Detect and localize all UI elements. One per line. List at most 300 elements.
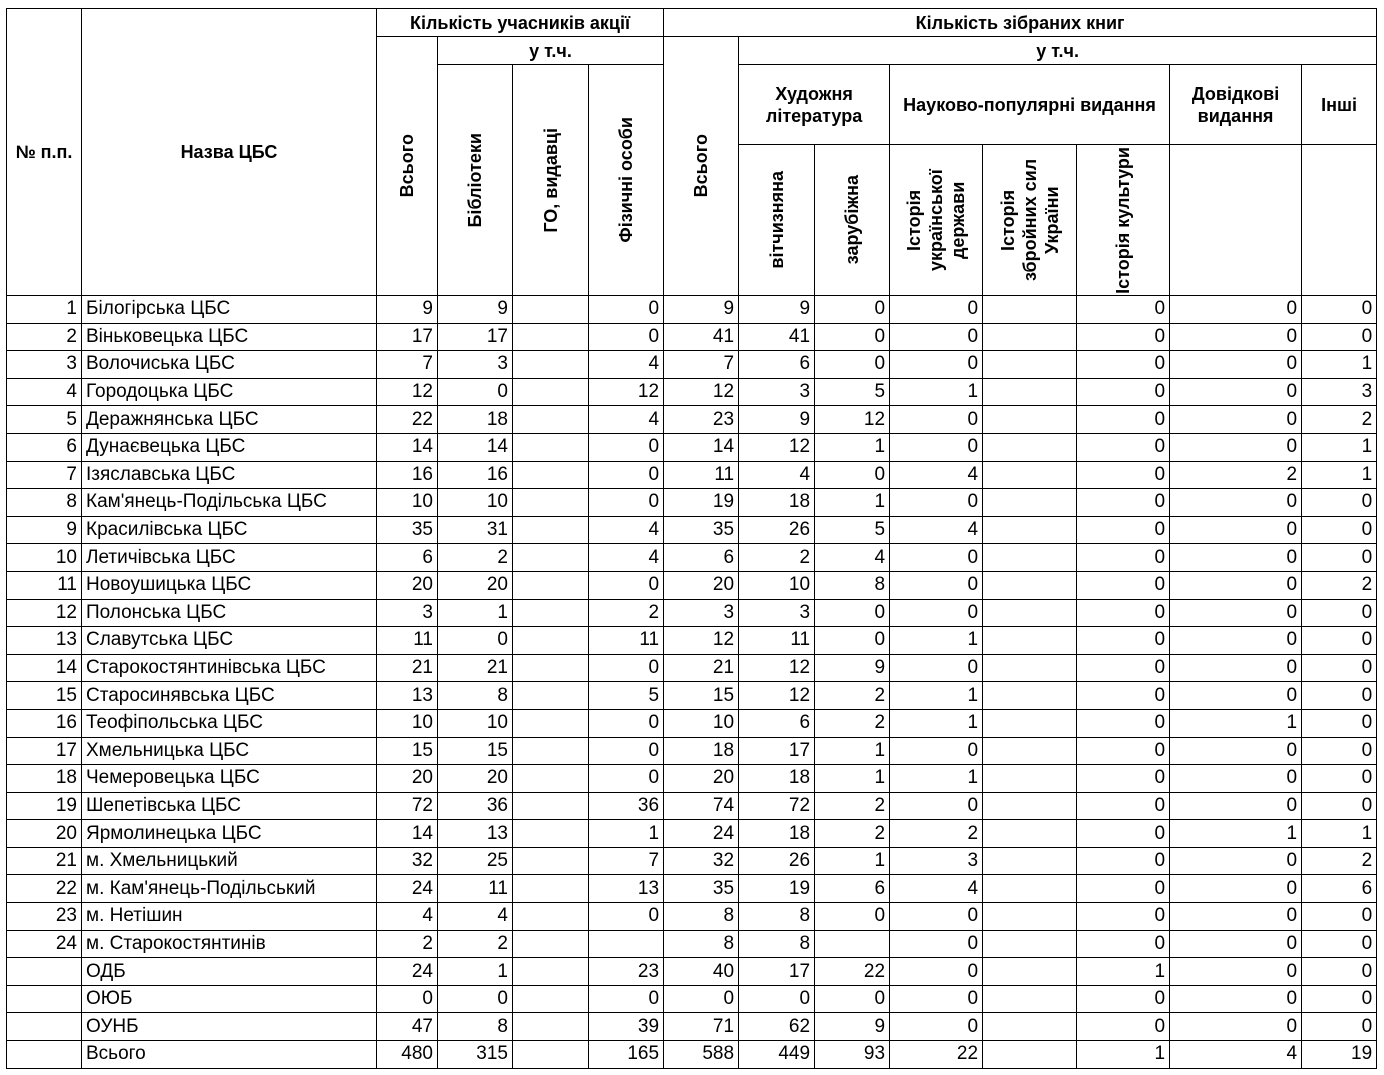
cell-history-state: 0 bbox=[890, 406, 983, 434]
cell-reference: 0 bbox=[1170, 1013, 1302, 1041]
header-other: Інші bbox=[1302, 65, 1377, 145]
cell-number: 18 bbox=[7, 765, 82, 793]
cell-books-total: 3 bbox=[664, 599, 739, 627]
cell-books-total: 10 bbox=[664, 709, 739, 737]
cell-other: 0 bbox=[1302, 682, 1377, 710]
cell-history-army bbox=[983, 378, 1077, 406]
cell-books-total: 11 bbox=[664, 461, 739, 489]
cell-history-state: 1 bbox=[890, 765, 983, 793]
cell-cbs-name: Шепетівська ЦБС bbox=[82, 792, 377, 820]
cell-domestic: 62 bbox=[739, 1013, 815, 1041]
cell-ngo-publishers bbox=[513, 737, 589, 765]
header-history-culture: Історія культури bbox=[1077, 145, 1170, 296]
cell-foreign: 5 bbox=[815, 378, 890, 406]
cell-history-army bbox=[983, 433, 1077, 461]
cell-history-state: 4 bbox=[890, 875, 983, 903]
cell-history-state: 1 bbox=[890, 682, 983, 710]
cell-history-culture: 1 bbox=[1077, 958, 1170, 986]
cell-libraries: 31 bbox=[438, 516, 513, 544]
cell-history-culture: 0 bbox=[1077, 571, 1170, 599]
cell-ngo-publishers bbox=[513, 627, 589, 655]
header-reference: Довідкові видання bbox=[1170, 65, 1302, 145]
cell-books-total: 12 bbox=[664, 378, 739, 406]
cell-domestic: 18 bbox=[739, 820, 815, 848]
cell-cbs-name: Теофіпольська ЦБС bbox=[82, 709, 377, 737]
cell-foreign: 0 bbox=[815, 351, 890, 379]
cell-participants-total: 10 bbox=[377, 489, 438, 517]
header-participants-total: Всього bbox=[377, 37, 438, 296]
cell-other: 0 bbox=[1302, 627, 1377, 655]
cell-history-army bbox=[983, 847, 1077, 875]
cell-reference: 0 bbox=[1170, 682, 1302, 710]
cell-history-state: 4 bbox=[890, 461, 983, 489]
cell-foreign: 12 bbox=[815, 406, 890, 434]
cell-domestic: 41 bbox=[739, 323, 815, 351]
cell-other: 0 bbox=[1302, 489, 1377, 517]
cell-reference: 0 bbox=[1170, 406, 1302, 434]
cell-reference: 0 bbox=[1170, 765, 1302, 793]
cell-number: 21 bbox=[7, 847, 82, 875]
cell-number: 22 bbox=[7, 875, 82, 903]
cell-individuals: 4 bbox=[589, 351, 664, 379]
cell-libraries: 20 bbox=[438, 765, 513, 793]
cell-number: 8 bbox=[7, 489, 82, 517]
cell-participants-total: 10 bbox=[377, 709, 438, 737]
cell-foreign: 22 bbox=[815, 958, 890, 986]
header-participants-incl: у т.ч. bbox=[438, 37, 664, 65]
cell-number bbox=[7, 1041, 82, 1069]
cell-number: 15 bbox=[7, 682, 82, 710]
cell-reference: 0 bbox=[1170, 875, 1302, 903]
cell-foreign: 9 bbox=[815, 654, 890, 682]
cell-libraries: 11 bbox=[438, 875, 513, 903]
cell-books-total: 41 bbox=[664, 323, 739, 351]
cell-cbs-name: Білогірська ЦБС bbox=[82, 296, 377, 324]
cell-foreign: 1 bbox=[815, 489, 890, 517]
cell-individuals: 13 bbox=[589, 875, 664, 903]
cell-history-army bbox=[983, 903, 1077, 931]
cell-number: 3 bbox=[7, 351, 82, 379]
table-row bbox=[7, 599, 1377, 627]
header-books: Кількість зібраних книг bbox=[664, 9, 1377, 37]
cell-individuals bbox=[589, 930, 664, 958]
cell-history-culture: 0 bbox=[1077, 709, 1170, 737]
cell-other: 0 bbox=[1302, 985, 1377, 1013]
cell-number: 23 bbox=[7, 903, 82, 931]
cell-reference: 0 bbox=[1170, 599, 1302, 627]
cell-participants-total: 14 bbox=[377, 433, 438, 461]
cell-participants-total: 6 bbox=[377, 544, 438, 572]
cell-other: 0 bbox=[1302, 903, 1377, 931]
cell-individuals: 0 bbox=[589, 985, 664, 1013]
cell-history-state: 0 bbox=[890, 599, 983, 627]
cell-number: 14 bbox=[7, 654, 82, 682]
cell-cbs-name: Городоцька ЦБС bbox=[82, 378, 377, 406]
cell-libraries: 20 bbox=[438, 571, 513, 599]
table-row bbox=[7, 847, 1377, 875]
cell-books-total: 32 bbox=[664, 847, 739, 875]
cell-history-army bbox=[983, 737, 1077, 765]
cell-individuals: 0 bbox=[589, 433, 664, 461]
cell-participants-total: 21 bbox=[377, 654, 438, 682]
cell-domestic: 26 bbox=[739, 847, 815, 875]
cell-history-state: 1 bbox=[890, 627, 983, 655]
cell-reference: 0 bbox=[1170, 958, 1302, 986]
cell-history-culture: 1 bbox=[1077, 1041, 1170, 1069]
header-history-state: Історія української держави bbox=[890, 145, 983, 296]
cell-cbs-name: Старосинявська ЦБС bbox=[82, 682, 377, 710]
cell-cbs-name: Летичівська ЦБС bbox=[82, 544, 377, 572]
cell-reference: 4 bbox=[1170, 1041, 1302, 1069]
table-row bbox=[7, 958, 1377, 986]
cell-individuals: 0 bbox=[589, 737, 664, 765]
cell-participants-total: 35 bbox=[377, 516, 438, 544]
cell-other: 0 bbox=[1302, 1013, 1377, 1041]
cell-books-total: 6 bbox=[664, 544, 739, 572]
cell-history-culture: 0 bbox=[1077, 489, 1170, 517]
cell-individuals: 0 bbox=[589, 709, 664, 737]
cell-books-total: 20 bbox=[664, 765, 739, 793]
cell-libraries: 18 bbox=[438, 406, 513, 434]
cell-books-total: 19 bbox=[664, 489, 739, 517]
table-row bbox=[7, 571, 1377, 599]
cell-ngo-publishers bbox=[513, 296, 589, 324]
cell-other: 2 bbox=[1302, 571, 1377, 599]
cell-number bbox=[7, 1013, 82, 1041]
cell-individuals: 1 bbox=[589, 820, 664, 848]
cell-cbs-name: Красилівська ЦБС bbox=[82, 516, 377, 544]
cell-other: 0 bbox=[1302, 599, 1377, 627]
cell-history-culture: 0 bbox=[1077, 847, 1170, 875]
cell-domestic: 18 bbox=[739, 489, 815, 517]
cell-history-culture: 0 bbox=[1077, 627, 1170, 655]
cell-libraries: 1 bbox=[438, 599, 513, 627]
cell-domestic: 10 bbox=[739, 571, 815, 599]
cell-reference: 0 bbox=[1170, 903, 1302, 931]
cell-history-state: 0 bbox=[890, 792, 983, 820]
cell-history-army bbox=[983, 654, 1077, 682]
cell-domestic: 17 bbox=[739, 737, 815, 765]
cell-books-total: 15 bbox=[664, 682, 739, 710]
cell-participants-total: 7 bbox=[377, 351, 438, 379]
cell-history-army bbox=[983, 461, 1077, 489]
cell-foreign: 1 bbox=[815, 765, 890, 793]
cell-history-army bbox=[983, 296, 1077, 324]
header-cbs-name: Назва ЦБС bbox=[82, 9, 377, 296]
cell-libraries: 25 bbox=[438, 847, 513, 875]
cell-history-army bbox=[983, 489, 1077, 517]
cell-foreign: 5 bbox=[815, 516, 890, 544]
cell-reference: 0 bbox=[1170, 930, 1302, 958]
cell-ngo-publishers bbox=[513, 323, 589, 351]
cell-number: 1 bbox=[7, 296, 82, 324]
table-row bbox=[7, 654, 1377, 682]
cell-other: 0 bbox=[1302, 792, 1377, 820]
cell-libraries: 13 bbox=[438, 820, 513, 848]
cell-reference: 0 bbox=[1170, 351, 1302, 379]
cell-foreign: 0 bbox=[815, 985, 890, 1013]
cell-participants-total: 32 bbox=[377, 847, 438, 875]
cell-participants-total: 20 bbox=[377, 765, 438, 793]
table-row bbox=[7, 489, 1377, 517]
cell-books-total: 7 bbox=[664, 351, 739, 379]
cell-ngo-publishers bbox=[513, 875, 589, 903]
cell-foreign: 0 bbox=[815, 627, 890, 655]
cell-reference: 0 bbox=[1170, 489, 1302, 517]
report-table-container bbox=[6, 8, 1377, 1069]
cell-history-army bbox=[983, 682, 1077, 710]
cell-cbs-name: ОЮБ bbox=[82, 985, 377, 1013]
table-body bbox=[7, 296, 1377, 1069]
cell-books-total: 9 bbox=[664, 296, 739, 324]
cell-ngo-publishers bbox=[513, 571, 589, 599]
table-row bbox=[7, 544, 1377, 572]
cell-books-total: 8 bbox=[664, 930, 739, 958]
cell-foreign: 8 bbox=[815, 571, 890, 599]
cell-participants-total: 17 bbox=[377, 323, 438, 351]
cell-history-culture: 0 bbox=[1077, 516, 1170, 544]
cell-history-state: 1 bbox=[890, 709, 983, 737]
header-history-army: Історія збройних сил України bbox=[983, 145, 1077, 296]
cell-other: 0 bbox=[1302, 654, 1377, 682]
cell-history-culture: 0 bbox=[1077, 765, 1170, 793]
table-row bbox=[7, 323, 1377, 351]
cell-reference: 1 bbox=[1170, 709, 1302, 737]
cell-libraries: 0 bbox=[438, 378, 513, 406]
cell-libraries: 2 bbox=[438, 544, 513, 572]
table-row bbox=[7, 930, 1377, 958]
cell-ngo-publishers bbox=[513, 406, 589, 434]
cell-participants-total: 22 bbox=[377, 406, 438, 434]
cell-cbs-name: м. Хмельницький bbox=[82, 847, 377, 875]
cell-individuals: 0 bbox=[589, 461, 664, 489]
cell-participants-total: 13 bbox=[377, 682, 438, 710]
cell-history-culture: 0 bbox=[1077, 378, 1170, 406]
cell-cbs-name: Чемеровецька ЦБС bbox=[82, 765, 377, 793]
cell-history-culture: 0 bbox=[1077, 323, 1170, 351]
cell-history-army bbox=[983, 930, 1077, 958]
cell-reference: 1 bbox=[1170, 820, 1302, 848]
cell-libraries: 9 bbox=[438, 296, 513, 324]
cell-individuals: 0 bbox=[589, 489, 664, 517]
cell-domestic: 72 bbox=[739, 792, 815, 820]
cell-domestic: 6 bbox=[739, 351, 815, 379]
cell-participants-total: 20 bbox=[377, 571, 438, 599]
cell-cbs-name: Волочиська ЦБС bbox=[82, 351, 377, 379]
cell-number bbox=[7, 958, 82, 986]
cell-libraries: 1 bbox=[438, 958, 513, 986]
cell-history-army bbox=[983, 571, 1077, 599]
cell-history-army bbox=[983, 820, 1077, 848]
table-row bbox=[7, 682, 1377, 710]
table-row bbox=[7, 1041, 1377, 1069]
table-row bbox=[7, 351, 1377, 379]
cell-cbs-name: Деражнянська ЦБС bbox=[82, 406, 377, 434]
cell-history-culture: 0 bbox=[1077, 544, 1170, 572]
cell-books-total: 588 bbox=[664, 1041, 739, 1069]
cell-cbs-name: Славутська ЦБС bbox=[82, 627, 377, 655]
cell-ngo-publishers bbox=[513, 1041, 589, 1069]
cell-books-total: 18 bbox=[664, 737, 739, 765]
cell-history-culture: 0 bbox=[1077, 654, 1170, 682]
cell-domestic: 3 bbox=[739, 599, 815, 627]
cell-participants-total: 16 bbox=[377, 461, 438, 489]
cell-history-culture: 0 bbox=[1077, 406, 1170, 434]
cell-foreign: 0 bbox=[815, 323, 890, 351]
cell-libraries: 0 bbox=[438, 985, 513, 1013]
cell-libraries: 3 bbox=[438, 351, 513, 379]
cell-domestic: 26 bbox=[739, 516, 815, 544]
cell-history-culture: 0 bbox=[1077, 820, 1170, 848]
cell-individuals: 39 bbox=[589, 1013, 664, 1041]
cell-books-total: 71 bbox=[664, 1013, 739, 1041]
cell-libraries: 10 bbox=[438, 489, 513, 517]
table-row bbox=[7, 406, 1377, 434]
cell-individuals: 36 bbox=[589, 792, 664, 820]
cell-history-state: 0 bbox=[890, 903, 983, 931]
cell-individuals: 0 bbox=[589, 765, 664, 793]
cell-participants-total: 72 bbox=[377, 792, 438, 820]
cell-cbs-name: ОДБ bbox=[82, 958, 377, 986]
cell-ngo-publishers bbox=[513, 792, 589, 820]
cell-ngo-publishers bbox=[513, 489, 589, 517]
table-row bbox=[7, 985, 1377, 1013]
cell-libraries: 315 bbox=[438, 1041, 513, 1069]
cell-foreign: 2 bbox=[815, 792, 890, 820]
header-individuals: Фізичні особи bbox=[589, 65, 664, 296]
cell-other: 0 bbox=[1302, 544, 1377, 572]
header-reference-blank bbox=[1170, 145, 1302, 296]
cell-history-state: 0 bbox=[890, 737, 983, 765]
cell-history-state: 0 bbox=[890, 571, 983, 599]
header-popular-science: Науково-популярні видання bbox=[890, 65, 1170, 145]
table-row bbox=[7, 1013, 1377, 1041]
cell-history-culture: 0 bbox=[1077, 599, 1170, 627]
cell-libraries: 8 bbox=[438, 1013, 513, 1041]
cell-history-culture: 0 bbox=[1077, 985, 1170, 1013]
cell-domestic: 11 bbox=[739, 627, 815, 655]
cell-reference: 0 bbox=[1170, 296, 1302, 324]
cell-foreign: 0 bbox=[815, 296, 890, 324]
cell-number: 7 bbox=[7, 461, 82, 489]
cell-other: 2 bbox=[1302, 406, 1377, 434]
cell-ngo-publishers bbox=[513, 709, 589, 737]
cell-reference: 0 bbox=[1170, 737, 1302, 765]
cell-history-culture: 0 bbox=[1077, 875, 1170, 903]
cell-number: 16 bbox=[7, 709, 82, 737]
cell-participants-total: 4 bbox=[377, 903, 438, 931]
table-row bbox=[7, 820, 1377, 848]
cell-history-state: 0 bbox=[890, 323, 983, 351]
cell-cbs-name: Ярмолинецька ЦБС bbox=[82, 820, 377, 848]
cell-history-state: 0 bbox=[890, 544, 983, 572]
cell-ngo-publishers bbox=[513, 1013, 589, 1041]
cell-ngo-publishers bbox=[513, 682, 589, 710]
cell-number bbox=[7, 985, 82, 1013]
cell-individuals: 0 bbox=[589, 903, 664, 931]
cell-reference: 0 bbox=[1170, 323, 1302, 351]
cell-libraries: 4 bbox=[438, 903, 513, 931]
cell-participants-total: 11 bbox=[377, 627, 438, 655]
cell-reference: 0 bbox=[1170, 378, 1302, 406]
cell-individuals: 4 bbox=[589, 516, 664, 544]
cell-history-army bbox=[983, 406, 1077, 434]
cell-participants-total: 9 bbox=[377, 296, 438, 324]
cell-domestic: 9 bbox=[739, 296, 815, 324]
header-domestic: вітчизняна bbox=[739, 145, 815, 296]
table-row bbox=[7, 875, 1377, 903]
cell-history-state: 22 bbox=[890, 1041, 983, 1069]
cell-history-state: 0 bbox=[890, 489, 983, 517]
cell-cbs-name: Всього bbox=[82, 1041, 377, 1069]
cell-history-army bbox=[983, 1041, 1077, 1069]
cell-number: 9 bbox=[7, 516, 82, 544]
cell-history-army bbox=[983, 544, 1077, 572]
cell-reference: 0 bbox=[1170, 433, 1302, 461]
cell-history-culture: 0 bbox=[1077, 461, 1170, 489]
cell-other: 1 bbox=[1302, 351, 1377, 379]
cell-history-culture: 0 bbox=[1077, 930, 1170, 958]
cell-history-state: 0 bbox=[890, 351, 983, 379]
cell-number: 2 bbox=[7, 323, 82, 351]
cell-domestic: 4 bbox=[739, 461, 815, 489]
cell-history-culture: 0 bbox=[1077, 792, 1170, 820]
cell-other: 0 bbox=[1302, 930, 1377, 958]
cell-participants-total: 3 bbox=[377, 599, 438, 627]
cell-reference: 0 bbox=[1170, 847, 1302, 875]
header-fiction: Художня література bbox=[739, 65, 890, 145]
cell-individuals: 12 bbox=[589, 378, 664, 406]
cell-books-total: 40 bbox=[664, 958, 739, 986]
cell-other: 0 bbox=[1302, 296, 1377, 324]
cell-ngo-publishers bbox=[513, 351, 589, 379]
cell-domestic: 9 bbox=[739, 406, 815, 434]
cell-number: 12 bbox=[7, 599, 82, 627]
cell-other: 0 bbox=[1302, 737, 1377, 765]
cell-reference: 0 bbox=[1170, 627, 1302, 655]
cell-libraries: 17 bbox=[438, 323, 513, 351]
cell-other: 3 bbox=[1302, 378, 1377, 406]
cell-participants-total: 15 bbox=[377, 737, 438, 765]
cell-ngo-publishers bbox=[513, 516, 589, 544]
cell-cbs-name: Віньковецька ЦБС bbox=[82, 323, 377, 351]
cell-domestic: 8 bbox=[739, 930, 815, 958]
table-row bbox=[7, 737, 1377, 765]
cell-number: 17 bbox=[7, 737, 82, 765]
cell-foreign: 6 bbox=[815, 875, 890, 903]
cell-ngo-publishers bbox=[513, 820, 589, 848]
cell-number: 5 bbox=[7, 406, 82, 434]
cell-history-state: 0 bbox=[890, 296, 983, 324]
cell-books-total: 20 bbox=[664, 571, 739, 599]
cell-number: 6 bbox=[7, 433, 82, 461]
table-row bbox=[7, 516, 1377, 544]
cell-foreign: 0 bbox=[815, 903, 890, 931]
cell-history-army bbox=[983, 351, 1077, 379]
cell-domestic: 6 bbox=[739, 709, 815, 737]
cell-domestic: 0 bbox=[739, 985, 815, 1013]
cell-participants-total: 480 bbox=[377, 1041, 438, 1069]
cell-libraries: 0 bbox=[438, 627, 513, 655]
cell-participants-total: 14 bbox=[377, 820, 438, 848]
cell-books-total: 14 bbox=[664, 433, 739, 461]
cell-cbs-name: Кам'янець-Подільська ЦБС bbox=[82, 489, 377, 517]
cell-cbs-name: м. Старокостянтинів bbox=[82, 930, 377, 958]
cell-ngo-publishers bbox=[513, 930, 589, 958]
cell-foreign: 2 bbox=[815, 709, 890, 737]
cell-domestic: 449 bbox=[739, 1041, 815, 1069]
cell-foreign: 93 bbox=[815, 1041, 890, 1069]
